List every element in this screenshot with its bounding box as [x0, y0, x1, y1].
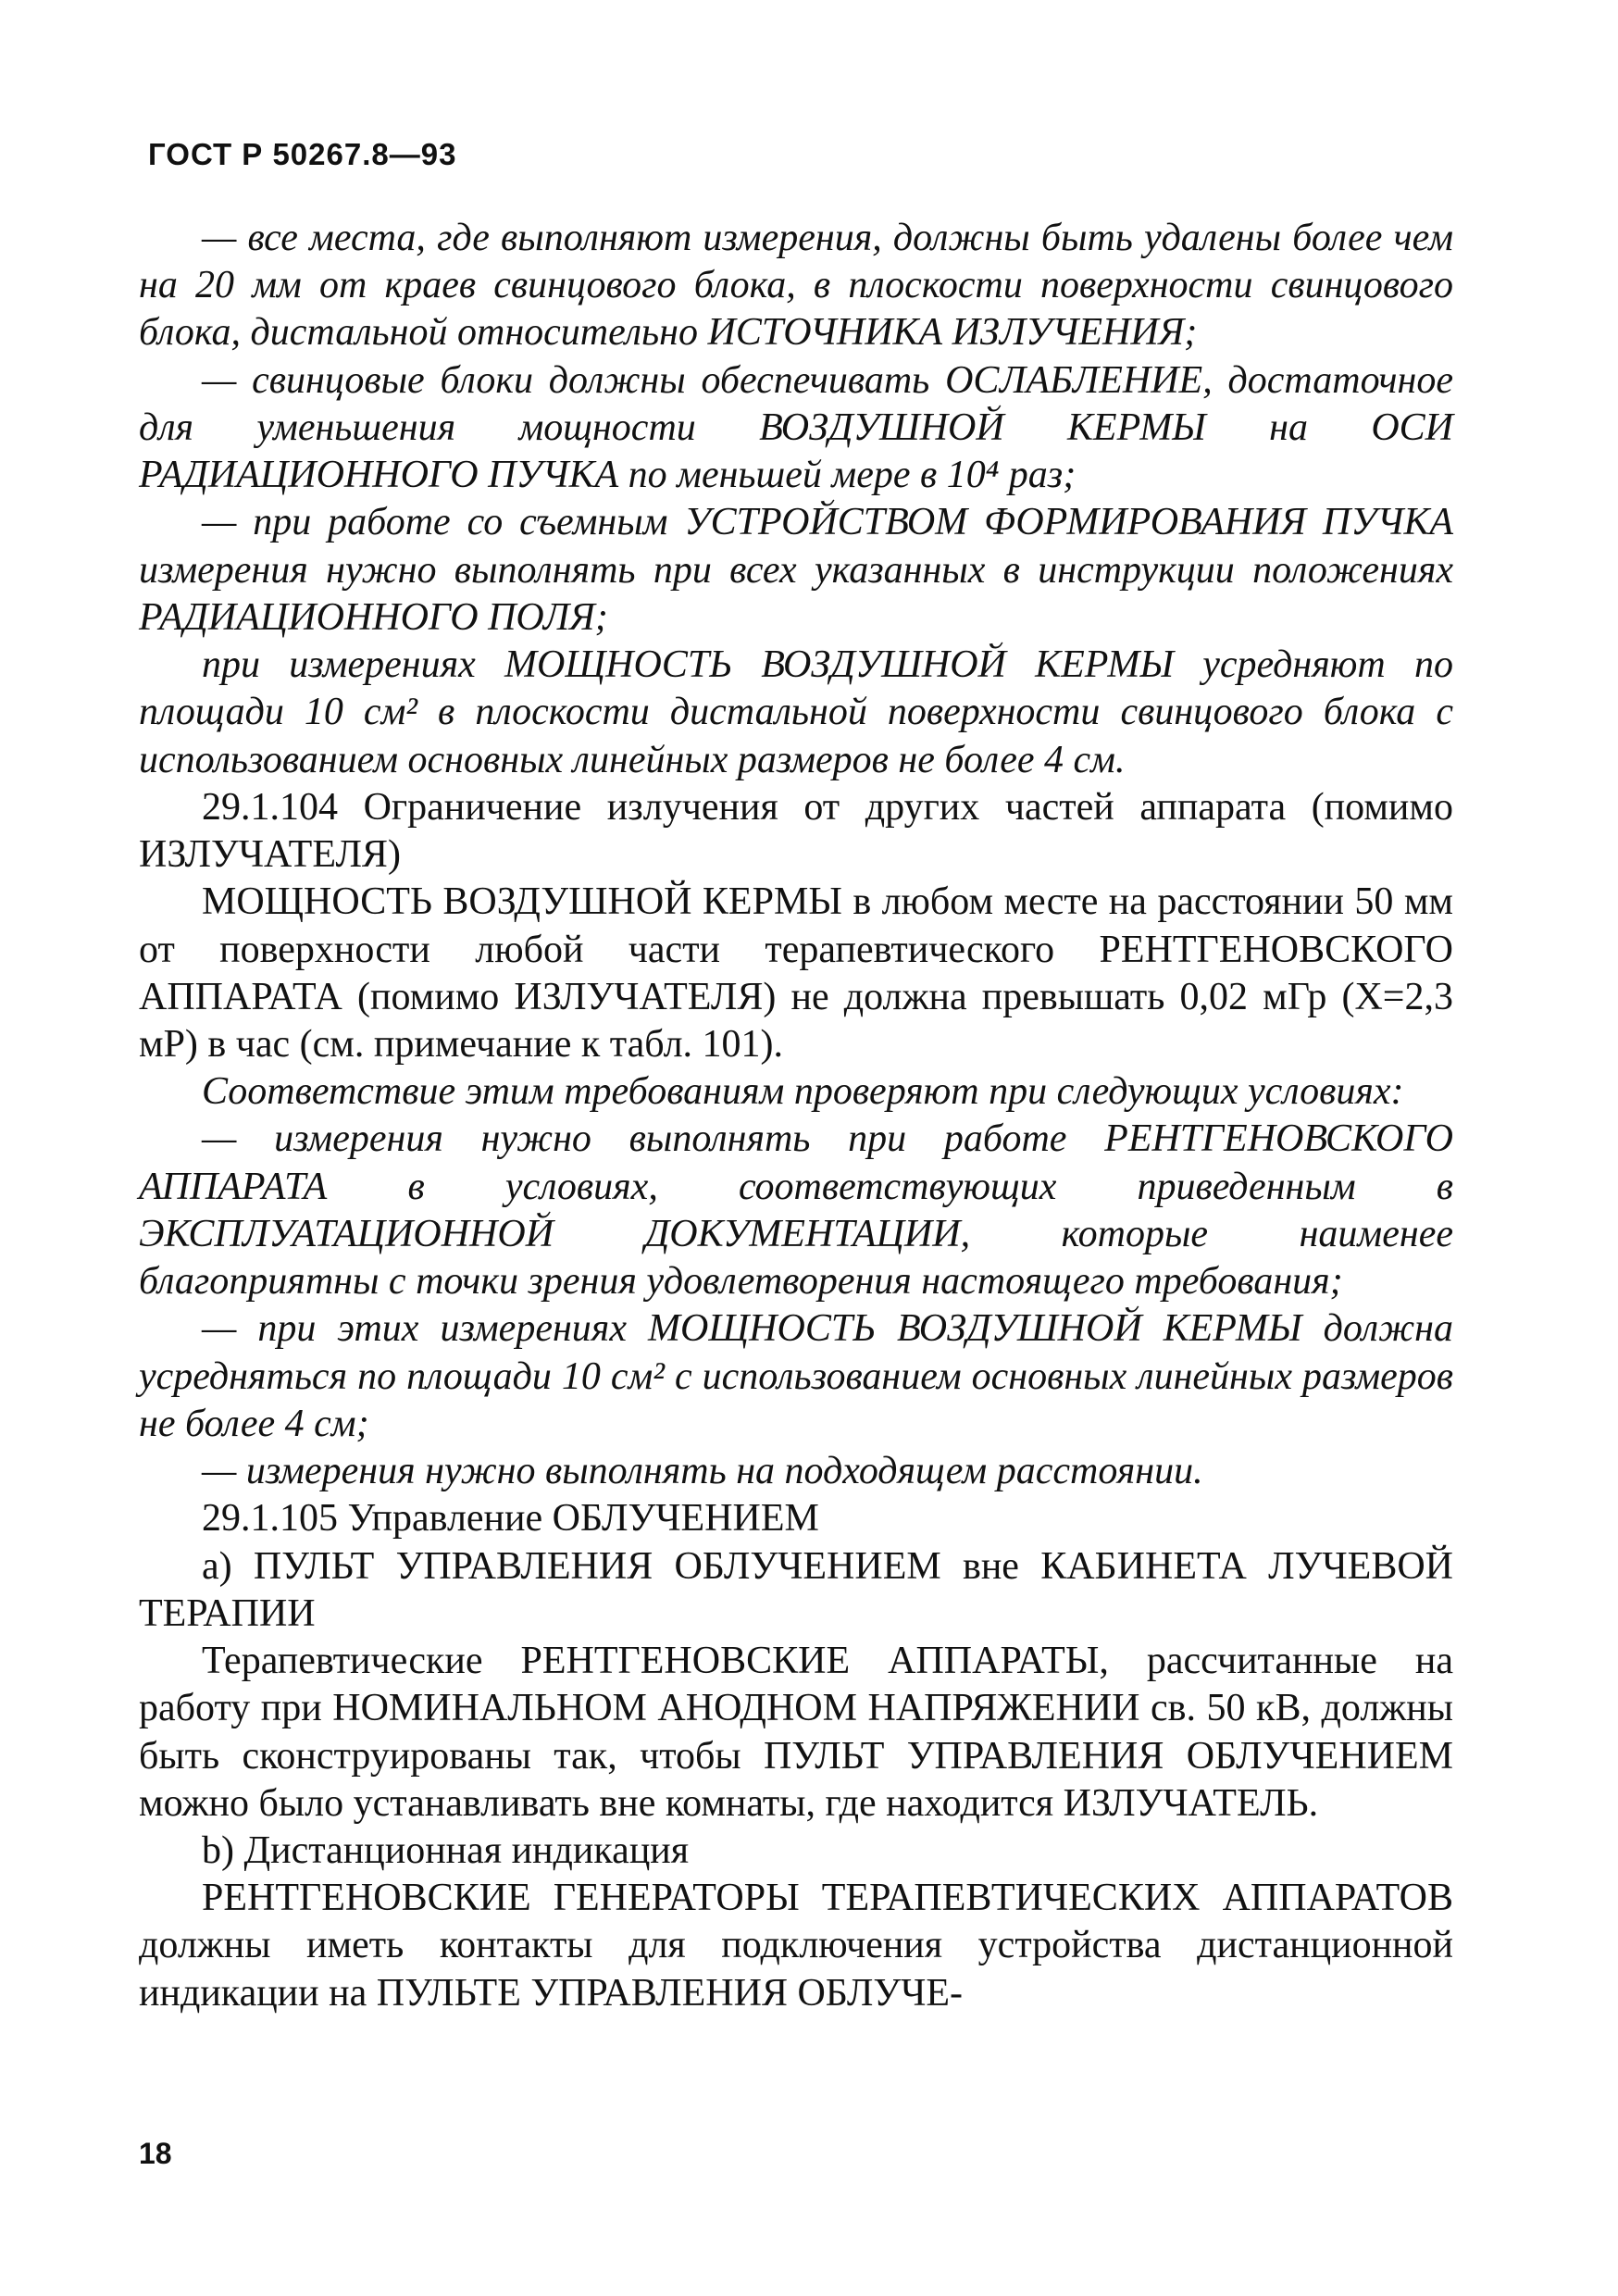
- paragraph-remote-indication: РЕНТГЕНОВСКИЕ ГЕНЕРАТОРЫ ТЕРАПЕВТИЧЕСКИХ АППАРАТОВ должны иметь контакты для подключения устройства дистанционной индикации на ПУЛЬТЕ УПРАВЛЕНИЯ ОБЛУЧЕ-: [139, 1877, 1453, 2015]
- paragraph-list-item-lead-blocks: — свинцовые блоки должны обеспечивать ОСЛАБЛЕНИЕ, достаточное для уменьшения мощности ВОЗДУШНОЙ КЕРМЫ на ОСИ РАДИАЦИОННОГО ПУЧКА по меньшей мере в 10⁴ раз;: [139, 358, 1453, 497]
- document-body: [139, 215, 1453, 2017]
- section-heading-29-1-105: 29.1.105 Управление ОБЛУЧЕНИЕМ: [202, 1497, 819, 1541]
- paragraph-air-kerma-limit: МОЩНОСТЬ ВОЗДУШНОЙ КЕРМЫ в любом месте на расстоянии 50 мм от поверхности любой части терапевтического РЕНТГЕНОВСКОГО АППАРАТА (помимо ИЗЛУЧАТЕЛЯ) не должна превышать 0,02 мГр (Х=2,3 мР) в час (см. примечание к табл. 101).: [139, 880, 1453, 1066]
- page-number: 18: [139, 2137, 172, 2170]
- paragraph-averaging-note: при измерениях МОЩНОСТЬ ВОЗДУШНОЙ КЕРМЫ усредняют по площади 10 см² в плоскости дистальной поверхности свинцового блока с использованием основных линейных размеров не более 4 см.: [139, 643, 1453, 781]
- subsection-heading-b: b) Дистанционная индикация: [202, 1828, 690, 1872]
- subsection-heading-a: а) ПУЛЬТ УПРАВЛЕНИЯ ОБЛУЧЕНИЕМ вне КАБИНЕТА ЛУЧЕВОЙ ТЕРАПИИ: [139, 1544, 1453, 1635]
- paragraph-list-item-averaging: — при этих измерениях МОЩНОСТЬ ВОЗДУШНОЙ КЕРМЫ должна усредняться по площади 10 см² с использованием основных линейных размеров не более 4 см;: [139, 1307, 1453, 1445]
- section-heading-29-1-104: 29.1.104 Ограничение излучения от других частей аппарата (помимо ИЗЛУЧАТЕЛЯ): [139, 785, 1453, 877]
- paragraph-compliance-intro: Соответствие этим требованиям проверяют при следующих условиях:: [202, 1070, 1404, 1114]
- paragraph-list-item-beam-device: — при работе со съемным УСТРОЙСТВОМ ФОРМИРОВАНИЯ ПУЧКА измерения нужно выполнять при всех указанных в инструкции положениях РАДИАЦИОННОГО ПОЛЯ;: [139, 501, 1453, 639]
- paragraph-list-item-operating-conditions: — измерения нужно выполнять при работе РЕНТГЕНОВСКОГО АППАРАТА в условиях, соответствующих приведенным в ЭКСПЛУАТАЦИОННОЙ ДОКУМЕНТАЦИИ, которые наименее благоприятны с точки зрения удовлетворения настоящего требования;: [139, 1117, 1453, 1304]
- paragraph-list-item-measure-points: — все места, где выполняют измерения, должны быть удалены более чем на 20 мм от краев свинцового блока, в плоскости поверхности свинцового блока, дистальной относительно ИСТОЧНИКА ИЗЛУЧЕНИЯ;: [139, 217, 1453, 355]
- document-header: ГОСТ Р 50267.8—93: [148, 137, 457, 171]
- paragraph-list-item-distance: — измерения нужно выполнять на подходящем расстоянии.: [202, 1450, 1203, 1493]
- paragraph-control-panel: Терапевтические РЕНТГЕНОВСКИЕ АППАРАТЫ, рассчитанные на работу при НОМИНАЛЬНОМ АНОДНОМ НАПРЯЖЕНИИ св. 50 кВ, должны быть сконструированы так, чтобы ПУЛЬТ УПРАВЛЕНИЯ ОБЛУЧЕНИЕМ можно было устанавливать вне комнаты, где находится ИЗЛУЧАТЕЛЬ.: [139, 1640, 1453, 1825]
